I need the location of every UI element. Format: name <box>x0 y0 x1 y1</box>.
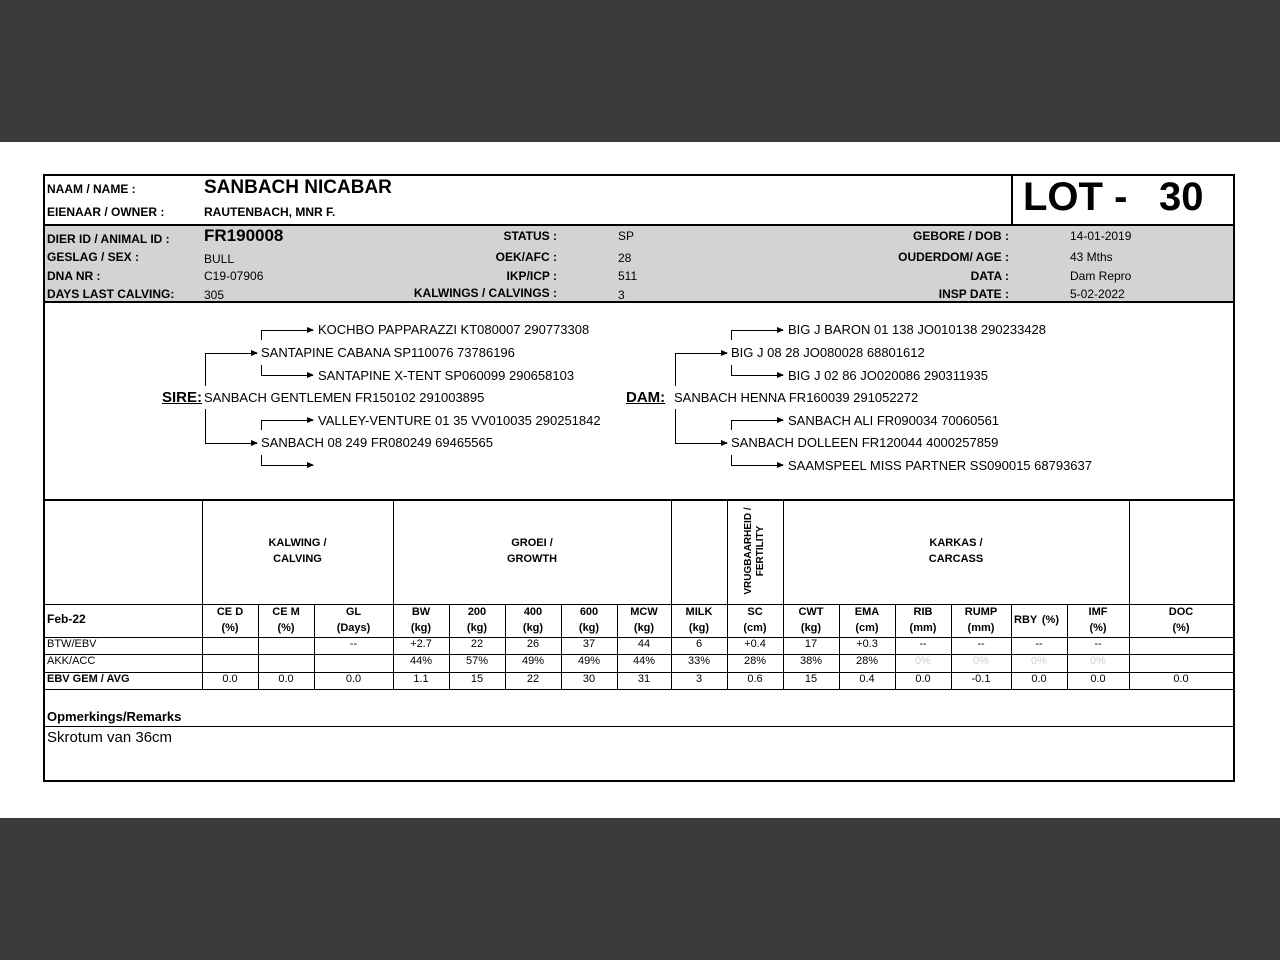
ebv-cell: 17 <box>804 638 818 650</box>
owner-label: EIENAAR / OWNER : <box>47 205 165 219</box>
ebv-cell: 0% <box>1031 655 1047 667</box>
col-unit-rib: (mm) <box>909 622 937 634</box>
ebv-cell: 0.4 <box>859 673 875 685</box>
group-carcass-line2: CARCASS <box>928 553 984 565</box>
sire-sire-name: SANTAPINE CABANA SP110076 73786196 <box>261 345 515 360</box>
ebv-cell: 0.0 <box>1173 673 1189 685</box>
ebv-cell: 1.1 <box>413 673 429 685</box>
ebv-cell: 57% <box>465 655 489 667</box>
ebv-cell: +0.3 <box>856 638 878 650</box>
info-band <box>45 224 1233 303</box>
lot-card <box>43 174 1235 782</box>
col-header-ce-m: CE M <box>272 606 300 618</box>
ebv-cell: -- <box>1035 638 1043 650</box>
col-unit-milk: (kg) <box>688 622 710 634</box>
data-label: DATA : <box>970 269 1009 283</box>
owner-value: RAUTENBACH, MNR F. <box>204 205 336 219</box>
ebv-cell: 3 <box>695 673 703 685</box>
dna-label: DNA NR : <box>47 269 101 283</box>
ebv-cell: 6 <box>695 638 703 650</box>
group-calving-line1: KALWING / <box>268 537 327 549</box>
col-unit-doc: (%) <box>1172 622 1190 634</box>
calvings-label: KALWINGS / CALVINGS : <box>413 286 557 300</box>
col-header-rib: RIB <box>913 606 933 618</box>
age-value: 43 Mths <box>1070 250 1113 264</box>
group-growth-line2: GROWTH <box>506 553 558 565</box>
dob-value: 14-01-2019 <box>1070 229 1132 243</box>
ebv-cell: 0.0 <box>915 673 931 685</box>
ebv-cell: 0.0 <box>1090 673 1106 685</box>
dam-dam-sire-name: SANBACH ALI FR090034 70060561 <box>788 413 1000 428</box>
ebv-cell: +0.4 <box>744 638 766 650</box>
ebv-row-label: AKK/ACC <box>47 655 96 667</box>
col-header-mcw: MCW <box>630 606 658 618</box>
dam-dam-dam-name: SAAMSPEEL MISS PARTNER SS090015 68793637 <box>788 458 1092 473</box>
group-carcass-line1: KARKAS / <box>929 537 983 549</box>
ebv-row-label: BTW/EBV <box>47 638 97 650</box>
ebv-cell: 0.0 <box>278 673 294 685</box>
remarks-label: Opmerkings/Remarks <box>47 709 182 724</box>
col-unit-rby: (%) <box>1041 614 1059 626</box>
ebv-cell: 15 <box>470 673 484 685</box>
col-unit-400: (kg) <box>522 622 544 634</box>
dam-label: DAM: <box>626 389 666 406</box>
status-value: SP <box>618 229 635 243</box>
dna-value: C19-07906 <box>204 269 264 283</box>
calvings-value: 3 <box>618 288 625 302</box>
col-header-400: 400 <box>523 606 543 618</box>
ebv-cell: 0% <box>973 655 989 667</box>
sire-sire-dam-name: SANTAPINE X-TENT SP060099 290658103 <box>318 368 575 383</box>
ebv-cell: 44 <box>637 638 651 650</box>
ebv-cell: 26 <box>526 638 540 650</box>
status-label: STATUS : <box>503 229 557 243</box>
col-header-imf: IMF <box>1088 606 1108 618</box>
col-header-ema: EMA <box>854 606 880 618</box>
days-label: DAYS LAST CALVING: <box>47 287 175 301</box>
insp-date-label: INSP DATE : <box>938 287 1009 301</box>
col-unit-imf: (%) <box>1089 622 1107 634</box>
ebv-cell: 0% <box>915 655 931 667</box>
sire-dam-name: SANBACH 08 249 FR080249 69465565 <box>261 435 493 450</box>
ebv-cell: 31 <box>637 673 651 685</box>
col-header-rump: RUMP <box>964 606 998 618</box>
group-calving-line2: CALVING <box>273 553 322 565</box>
dam-sire-sire-name: BIG J BARON 01 138 JO010138 290233428 <box>788 322 1047 337</box>
data-value: Dam Repro <box>1070 269 1132 283</box>
col-unit-sc: (cm) <box>743 622 767 634</box>
ebv-date-label: Feb-22 <box>47 612 86 626</box>
ebv-cell: 22 <box>526 673 540 685</box>
dam-dam-name: SANBACH DOLLEEN FR120044 4000257859 <box>731 435 999 450</box>
col-unit-rump: (mm) <box>967 622 995 634</box>
col-unit-600: (kg) <box>578 622 600 634</box>
col-unit-gl: (Days) <box>336 622 371 634</box>
afc-value: 28 <box>618 251 632 265</box>
col-unit-mcw: (kg) <box>633 622 655 634</box>
ebv-cell: +2.7 <box>410 638 432 650</box>
ebv-cell: 30 <box>582 673 596 685</box>
col-header-milk: MILK <box>685 606 713 618</box>
ebv-cell: 0.6 <box>747 673 763 685</box>
dob-label: GEBORE / DOB : <box>912 229 1009 243</box>
col-unit-ce-d: (%) <box>221 622 239 634</box>
col-unit-bw: (kg) <box>410 622 432 634</box>
days-value: 305 <box>204 288 225 302</box>
col-header-bw: BW <box>411 606 431 618</box>
ebv-cell: 33% <box>687 655 711 667</box>
animal-id-label: DIER ID / ANIMAL ID : <box>47 232 170 246</box>
col-header-sc: SC <box>747 606 763 618</box>
col-header-rby: RBY <box>1014 614 1038 626</box>
ebv-cell: 0.0 <box>222 673 238 685</box>
ebv-cell: 22 <box>470 638 484 650</box>
sire-name: SANBACH GENTLEMEN FR150102 291003895 <box>204 390 485 405</box>
animal-id-value: FR190008 <box>204 226 284 245</box>
age-label: OUDERDOM/ AGE : <box>898 250 1009 264</box>
col-header-gl: GL <box>345 606 362 618</box>
ebv-cell: 0.0 <box>1031 673 1047 685</box>
dam-sire-name: BIG J 08 28 JO080028 68801612 <box>731 345 925 360</box>
ebv-cell: 28% <box>855 655 879 667</box>
lot-label: LOT - <box>1023 175 1128 219</box>
col-header-cwt: CWT <box>798 606 824 618</box>
insp-date-value: 5-02-2022 <box>1070 287 1125 301</box>
sire-sire-sire-name: KOCHBO PAPPARAZZI KT080007 290773308 <box>318 322 590 337</box>
col-unit-ema: (cm) <box>855 622 879 634</box>
group-fertility: VRUGBAARHEID / FERTILITY <box>743 507 766 595</box>
ebv-cell: -- <box>349 638 358 650</box>
ebv-cell: 44% <box>409 655 433 667</box>
ebv-cell: 49% <box>521 655 545 667</box>
animal-name: SANBACH NICABAR <box>204 177 392 198</box>
group-growth-line1: GROEI / <box>511 537 553 549</box>
ebv-cell: 15 <box>804 673 818 685</box>
sire-dam-sire-name: VALLEY-VENTURE 01 35 VV010035 290251842 <box>318 413 601 428</box>
icp-value: 511 <box>618 269 638 283</box>
col-unit-ce-m: (%) <box>277 622 295 634</box>
ebv-cell: 49% <box>577 655 601 667</box>
ebv-cell: -- <box>977 638 985 650</box>
icp-label: IKP/ICP : <box>506 269 557 283</box>
ebv-cell: -0.1 <box>971 673 991 685</box>
ebv-cell: 37 <box>582 638 596 650</box>
ebv-cell: -- <box>919 638 927 650</box>
lot-number: 30 <box>1159 175 1204 219</box>
dam-name: SANBACH HENNA FR160039 291052272 <box>674 390 919 405</box>
col-unit-200: (kg) <box>466 622 488 634</box>
col-header-600: 600 <box>579 606 599 618</box>
ebv-cell: 0% <box>1090 655 1106 667</box>
col-header-doc: DOC <box>1168 606 1194 618</box>
ebv-cell: 44% <box>632 655 656 667</box>
name-label: NAAM / NAME : <box>47 182 136 196</box>
ebv-cell: 0.0 <box>345 673 362 685</box>
remarks-text: Skrotum van 36cm <box>47 729 173 746</box>
ebv-cell: 38% <box>799 655 823 667</box>
dam-sire-dam-name: BIG J 02 86 JO020086 290311935 <box>788 368 988 383</box>
col-header-200: 200 <box>467 606 487 618</box>
col-header-ce-d: CE D <box>216 606 244 618</box>
ebv-cell: -- <box>1094 638 1102 650</box>
ebv-row-label: EBV GEM / AVG <box>47 673 130 685</box>
sire-label: SIRE: <box>162 389 203 406</box>
sex-label: GESLAG / SEX : <box>47 250 140 264</box>
sex-value: BULL <box>204 252 235 266</box>
afc-label: OEK/AFC : <box>495 250 557 264</box>
ebv-cell: 28% <box>743 655 767 667</box>
col-unit-cwt: (kg) <box>800 622 822 634</box>
